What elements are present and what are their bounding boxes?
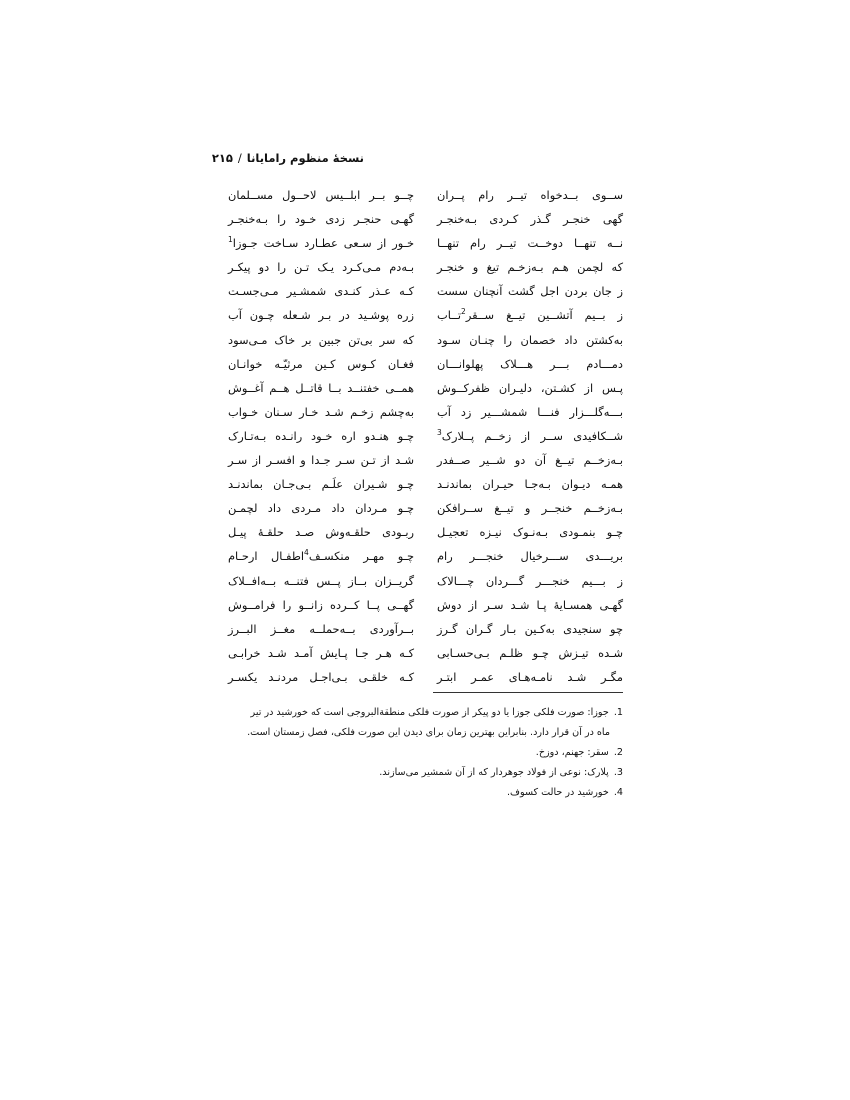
- verse-line: زره پوشـید در بـر شـعله چـون آب: [228, 308, 414, 323]
- verse-column-left: [228, 183, 414, 689]
- verse-line: که سر بی‌تن جبین بر خاک مـی‌سود: [228, 332, 414, 347]
- verse-text: ز بــیم آتشــین تیــغ ســقر: [465, 308, 623, 323]
- verse-line: کـه هـر جـا پـایش آمـد شـد خرابـی: [228, 645, 414, 660]
- verse-line: همـه دیـوان بـه‌جـا حیـران بماندنـد: [437, 477, 623, 492]
- footnote-text: جوزا: صورت فلکی جوزا یا دو پیکر از صورت فلکی منطقةالبروجی است که خورشید در تیر: [250, 707, 609, 718]
- verse-line: ربـودی حلقـه‌وش صـد حلقـهٔ پیـل: [228, 525, 414, 540]
- verse-line: شـد از تـن سـر جـدا و افسـر از سـر: [228, 453, 414, 468]
- footnote: [228, 743, 623, 763]
- verse-line: چـو بنمـودی بـه‌نـوک نیـزه تعجیـل: [437, 525, 623, 540]
- verse-line: ز جان بردن اجل گشت آنچنان سست: [437, 284, 623, 299]
- verse-line: شـده تیـزش چـو ظلـم بـی‌حسـابی: [437, 645, 623, 660]
- verse-text: خـور از سـعی عطـارد سـاخت جـوزا: [232, 236, 414, 251]
- verse-line: گهــی پــا کــرده زانــو را فرامــوش: [228, 597, 414, 612]
- footnote-text: پلارک: نوعی از فولاد جوهردار که از آن شمشیر می‌سازند.: [379, 767, 609, 778]
- verse-line: چـو مـردان داد مـردی داد لچمـن: [228, 501, 414, 516]
- verse-text-after-marker: اطفـال ارحـام: [228, 549, 305, 564]
- verse-line: کـه عـذر کنـدی شمشـیر مـی‌جسـت: [228, 284, 414, 299]
- verse-line: گریــزان بــاز پــس فتنــه بــه‌افــلاک: [228, 573, 414, 588]
- footnote-number: 2.: [613, 747, 623, 758]
- verse-line: [437, 424, 623, 448]
- verse-line: بـه‌زخــم تیــغ آن دو شــیر صــفدر: [437, 453, 623, 468]
- verse-line: [437, 303, 623, 327]
- verse-text: شــکافیدی ســر از زخــم پــلارک: [441, 428, 623, 443]
- footnote-text: سقر: جهنم، دوزخ.: [535, 747, 609, 758]
- verse-line: فغـان کـوس کـین مرثیّـه خوانـان: [228, 356, 414, 371]
- verse-line: بـــه‌گلـــزار فنـــا شمشـــیر زد آب: [437, 404, 623, 419]
- footnote: [228, 763, 623, 783]
- footnote-marker: 2: [461, 307, 466, 317]
- verse-line: چو سنجیدی به‌کـین بـار گـران گـرز: [437, 621, 623, 636]
- verse-line: پـس از کشـتن، دلیـران ظفرکــوش: [437, 380, 623, 395]
- footnote-number: 4.: [613, 787, 623, 798]
- verse-line: دمـــادم بـــر هـــلاک پهلوانـــان: [437, 356, 623, 371]
- footnote-number: 1.: [613, 707, 623, 718]
- header-separator: /: [237, 151, 242, 165]
- verse-line: ســوی بــدخواه تیــر رام پــران: [437, 188, 623, 202]
- running-header: [211, 151, 364, 171]
- footnote-separator-rule: [433, 692, 623, 693]
- verse-line: نــه تنهــا دوخــت تیــر رام تنهــا: [437, 236, 623, 251]
- verse-line: چــو بــر ابلــیس لاحــول مســلمان: [228, 188, 414, 202]
- footnote-number: 3.: [613, 767, 623, 778]
- header-title: نسخهٔ منظوم رامایانا: [246, 151, 364, 165]
- footnote: [228, 783, 623, 803]
- verse-line: گهـی همسـایهٔ پـا شـد سـر از دوش: [437, 597, 623, 612]
- verse-line: چـو هنـدو اره خـود رانـده بـه‌تـارک: [228, 428, 414, 443]
- verse-line: که لچمن هـم بـه‌زخـم تیغ و خنجـر: [437, 260, 623, 275]
- footnote-text: خورشید در حالت کسوف.: [507, 787, 609, 798]
- verse-line: بــرآوردی بــه‌حملــه مغــز البــرز: [228, 621, 414, 636]
- verse-line: چـو شـیران علَـم بـی‌جـان بماندنـد: [228, 477, 414, 492]
- footnotes: [228, 703, 623, 803]
- verse-line: بـه‌دم مـی‌کـرد یـک تـن را دو پیکـر: [228, 260, 414, 275]
- footnote-marker: 3: [437, 428, 442, 438]
- verse-line: همــی خفتنــد بــا قاتــل هــم آغــوش: [228, 380, 414, 395]
- verse-line: بریـــدی ســـرخیال خنجـــر رام: [437, 549, 623, 564]
- verse-line: به‌چشم زخـم شـد خـار سـنان خـواب: [228, 404, 414, 419]
- verse-line: به‌کشتن داد خصمان را چنـان سـود: [437, 332, 623, 347]
- verse-text: چـو مهـر منکسـف: [308, 549, 414, 564]
- verse-line: [228, 231, 414, 255]
- verse-text-after-marker: تــاب: [437, 308, 462, 323]
- page-number: ۲۱۵: [211, 151, 233, 165]
- verse-line: ز بـــیم خنجـــر گـــردان چـــالاک: [437, 573, 623, 588]
- verse-line: کـه خلقـی بـی‌اجـل مردنـد یکسـر: [228, 669, 414, 684]
- verse-line: گهی خنجـر گـذر کـردی بـه‌خنجـر: [437, 212, 623, 227]
- verse-line: گهـی حنجـر زدی خـود را بـه‌خنجـر: [228, 212, 414, 227]
- verse-line: بـه‌زخــم خنجــر و تیــغ ســرافکن: [437, 501, 623, 516]
- verse-line: [228, 544, 414, 568]
- footnote-text-continued: ماه در آن قرار دارد. بنابراین بهترین زمان برای دیدن این صورت فلکی، فصل زمستان است.: [247, 727, 610, 738]
- footnote: [228, 703, 623, 743]
- footnote-marker: 1: [228, 235, 233, 245]
- verse-line: مگـر شـد نامـه‌هـای عمـر ابتـر: [437, 669, 623, 684]
- verse-column-right: [437, 183, 623, 689]
- footnote-marker: 4: [304, 548, 309, 558]
